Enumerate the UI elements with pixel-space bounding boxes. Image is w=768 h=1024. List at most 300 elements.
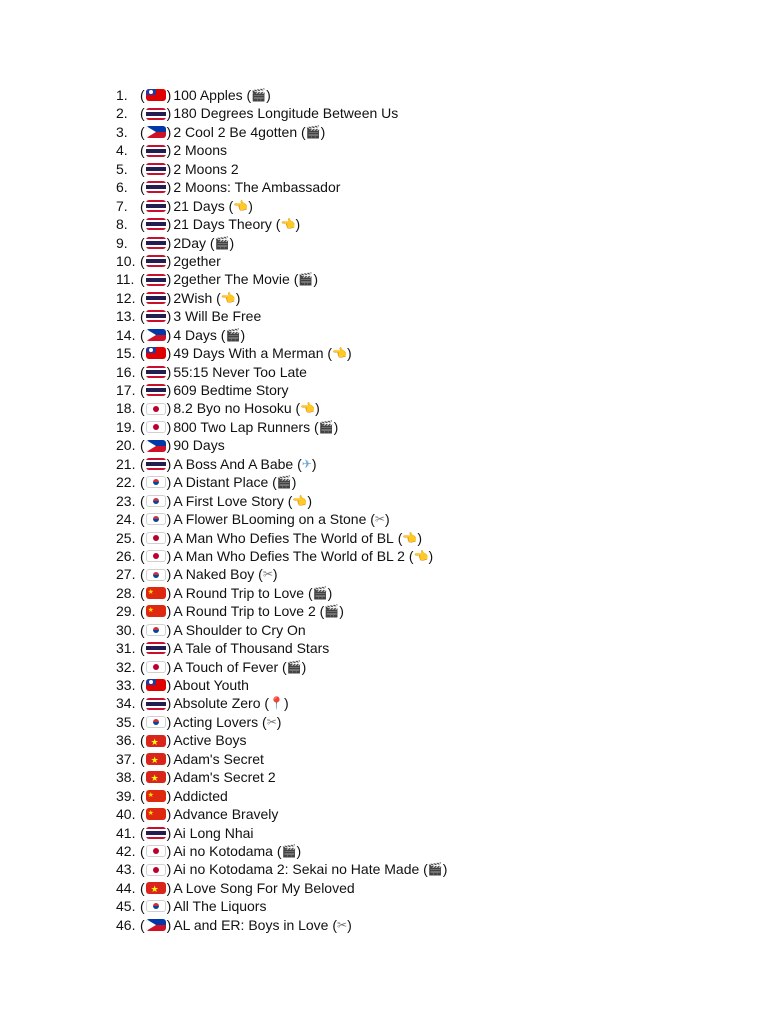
item-number: 37. xyxy=(116,750,136,767)
item-title: A Round Trip to Love 2 xyxy=(173,603,316,620)
item-title: 2 Cool 2 Be 4gotten xyxy=(173,123,298,140)
scissors-icon: ✂ xyxy=(337,917,348,932)
clapperboard-icon: 🎬 xyxy=(251,88,267,102)
pointing-hand-icon: 👈 xyxy=(220,290,236,305)
list-item xyxy=(116,768,447,786)
open-paren: ( xyxy=(315,603,325,620)
thailand-flag-icon xyxy=(146,292,166,304)
close-paren: ) xyxy=(166,326,172,343)
taiwan-flag-icon xyxy=(146,347,166,359)
list-item xyxy=(116,234,447,252)
item-number: 4. xyxy=(116,142,128,159)
scissors-icon: ✂ xyxy=(374,512,385,527)
item-title: A Love Song For My Beloved xyxy=(173,879,355,896)
clapperboard-icon: 🎬 xyxy=(318,419,334,434)
list-item xyxy=(116,897,447,915)
list-item xyxy=(116,270,447,288)
japan-flag-icon xyxy=(146,403,166,415)
open-paren: ( xyxy=(140,179,145,196)
item-number: 29. xyxy=(116,603,136,620)
item-number: 36. xyxy=(116,732,136,749)
clapperboard-icon: 🎬 xyxy=(427,862,443,877)
item-number: 25. xyxy=(116,529,136,546)
close-paren: ) xyxy=(339,603,344,620)
open-paren: ( xyxy=(140,252,145,269)
open-paren: ( xyxy=(140,216,145,233)
close-paren: ) xyxy=(166,234,172,251)
open-paren: ( xyxy=(140,713,145,730)
clapperboard-icon: 🎬 xyxy=(214,235,230,250)
item-title: Acting Lovers xyxy=(173,713,259,730)
list-item xyxy=(116,418,447,436)
list-item xyxy=(116,658,447,676)
open-paren: ( xyxy=(419,861,428,878)
item-title: A Round Trip to Love xyxy=(173,584,305,601)
item-title: 2gether The Movie xyxy=(173,271,290,288)
clapperboard-icon: 🎬 xyxy=(276,475,292,490)
list-item xyxy=(116,399,447,417)
thailand-flag-icon xyxy=(146,145,166,157)
item-title: All The Liquors xyxy=(173,898,267,915)
list-item xyxy=(116,750,447,768)
item-number: 27. xyxy=(116,566,136,583)
item-title: 180 Degrees Longitude Between Us xyxy=(173,105,399,122)
thailand-flag-icon xyxy=(146,698,166,710)
close-paren: ) xyxy=(166,640,172,657)
philippines-flag-icon xyxy=(146,440,166,452)
philippines-flag-icon xyxy=(146,126,166,138)
item-title: 21 Days Theory xyxy=(173,216,272,233)
close-paren: ) xyxy=(166,289,172,306)
thailand-flag-icon xyxy=(146,642,166,654)
close-paren: ) xyxy=(166,879,172,896)
open-paren: ( xyxy=(140,916,145,933)
list-item xyxy=(116,197,447,215)
south-korea-flag-icon xyxy=(146,716,166,728)
list-item xyxy=(116,455,447,473)
vietnam-flag-icon xyxy=(146,735,166,747)
item-number: 5. xyxy=(116,160,128,177)
open-paren: ( xyxy=(140,437,145,454)
list-item xyxy=(116,344,447,362)
china-flag-icon xyxy=(146,790,166,802)
item-title: 2Day xyxy=(173,234,207,251)
item-title: 2gether xyxy=(173,252,221,269)
open-paren: ( xyxy=(242,87,252,103)
philippines-flag-icon xyxy=(146,919,166,931)
item-number: 3. xyxy=(116,123,128,140)
open-paren: ( xyxy=(260,695,270,712)
close-paren: ) xyxy=(166,492,172,509)
japan-flag-icon xyxy=(146,550,166,562)
clapperboard-icon: 🎬 xyxy=(225,327,241,342)
thailand-flag-icon xyxy=(146,200,166,212)
item-title: A First Love Story xyxy=(173,492,284,509)
item-number: 15. xyxy=(116,345,136,362)
list-item xyxy=(116,436,447,454)
open-paren: ( xyxy=(328,916,338,933)
japan-flag-icon xyxy=(146,661,166,673)
close-paren: ) xyxy=(166,529,172,546)
open-paren: ( xyxy=(278,658,287,675)
item-title: Absolute Zero xyxy=(173,695,261,712)
south-korea-flag-icon xyxy=(146,569,166,581)
item-title: A Boss And A Babe xyxy=(173,455,294,472)
close-paren: ) xyxy=(166,271,172,288)
open-paren: ( xyxy=(140,345,145,362)
open-paren: ( xyxy=(323,345,333,362)
open-paren: ( xyxy=(140,529,145,546)
clapperboard-icon: 🎬 xyxy=(324,604,340,619)
close-paren: ) xyxy=(166,658,172,675)
item-title: AL and ER: Boys in Love xyxy=(173,916,329,933)
open-paren: ( xyxy=(140,326,145,343)
list-item xyxy=(116,824,447,842)
list-item xyxy=(116,842,447,860)
open-paren: ( xyxy=(297,123,306,140)
item-number: 20. xyxy=(116,437,136,454)
close-paren: ) xyxy=(166,898,172,915)
pointing-hand-icon: 👈 xyxy=(402,530,418,545)
item-number: 42. xyxy=(116,842,136,859)
open-paren: ( xyxy=(140,363,145,380)
list-item xyxy=(116,492,447,510)
item-number: 31. xyxy=(116,640,136,657)
open-paren: ( xyxy=(212,289,221,306)
taiwan-flag-icon xyxy=(146,89,166,101)
item-title: Ai no Kotodama xyxy=(173,842,273,859)
close-paren: ) xyxy=(166,252,172,269)
item-title: Advance Bravely xyxy=(173,806,279,823)
open-paren: ( xyxy=(140,234,145,251)
close-paren: ) xyxy=(166,824,172,841)
list-item xyxy=(116,879,447,897)
list-item xyxy=(116,565,447,583)
open-paren: ( xyxy=(393,529,403,546)
close-paren: ) xyxy=(166,197,172,214)
item-title: 90 Days xyxy=(173,437,225,454)
item-title: A Distant Place xyxy=(173,474,269,491)
item-title: A Tale of Thousand Stars xyxy=(173,640,330,657)
south-korea-flag-icon xyxy=(146,624,166,636)
open-paren: ( xyxy=(254,566,263,583)
title-list xyxy=(116,86,447,934)
open-paren: ( xyxy=(140,271,145,288)
list-item xyxy=(116,621,447,639)
item-title: 2 Moons xyxy=(173,142,228,159)
close-paren: ) xyxy=(166,769,172,786)
close-paren: ) xyxy=(166,547,172,564)
scissors-icon: ✂ xyxy=(266,714,277,729)
thailand-flag-icon xyxy=(146,255,166,267)
close-paren: ) xyxy=(166,750,172,767)
open-paren: ( xyxy=(268,474,277,491)
south-korea-flag-icon xyxy=(146,513,166,525)
open-paren: ( xyxy=(310,418,319,435)
pin-icon: 📍 xyxy=(269,696,285,711)
open-paren: ( xyxy=(140,640,145,657)
thailand-flag-icon xyxy=(146,218,166,230)
thailand-flag-icon xyxy=(146,108,166,120)
item-title: 609 Bedtime Story xyxy=(173,382,289,398)
close-paren: ) xyxy=(166,511,172,528)
item-number: 2. xyxy=(116,105,128,122)
clapperboard-icon: 🎬 xyxy=(305,124,321,139)
open-paren: ( xyxy=(140,308,145,325)
item-number: 16. xyxy=(116,363,136,380)
close-paren: ) xyxy=(166,142,172,159)
pointing-hand-icon: 👈 xyxy=(280,217,296,232)
close-paren: ) xyxy=(166,455,172,472)
list-item xyxy=(116,584,447,602)
close-paren: ) xyxy=(166,603,172,620)
list-item xyxy=(116,787,447,805)
open-paren: ( xyxy=(304,584,313,601)
open-paren: ( xyxy=(140,511,145,528)
item-number: 18. xyxy=(116,400,136,417)
close-paren: ) xyxy=(166,861,172,878)
list-item xyxy=(116,307,447,325)
airplane-icon: ✈ xyxy=(301,456,312,471)
item-title: 2 Moons: The Ambassador xyxy=(173,179,341,196)
open-paren: ( xyxy=(140,123,145,140)
item-number: 35. xyxy=(116,713,136,730)
item-number: 23. xyxy=(116,492,136,509)
close-paren: ) xyxy=(166,677,172,693)
open-paren: ( xyxy=(140,658,145,675)
open-paren: ( xyxy=(291,400,301,417)
scissors-icon: ✂ xyxy=(262,567,273,582)
item-title: 100 Apples xyxy=(173,87,243,103)
close-paren: ) xyxy=(166,123,172,140)
open-paren: ( xyxy=(140,566,145,583)
clapperboard-icon: 🎬 xyxy=(298,272,314,287)
item-number: 46. xyxy=(116,916,136,933)
close-paren: ) xyxy=(166,308,172,325)
open-paren: ( xyxy=(140,160,145,177)
close-paren: ) xyxy=(442,861,448,878)
list-item xyxy=(116,639,447,657)
open-paren: ( xyxy=(140,750,145,767)
close-paren: ) xyxy=(166,732,172,749)
open-paren: ( xyxy=(366,511,375,528)
list-item xyxy=(116,326,447,344)
list-item xyxy=(116,252,447,270)
close-paren: ) xyxy=(307,492,313,509)
japan-flag-icon xyxy=(146,532,166,544)
open-paren: ( xyxy=(140,806,145,823)
thailand-flag-icon xyxy=(146,384,166,396)
close-paren: ) xyxy=(315,400,320,417)
close-paren: ) xyxy=(291,474,297,491)
item-number: 34. xyxy=(116,695,136,712)
open-paren: ( xyxy=(293,455,302,472)
china-flag-icon xyxy=(146,587,166,599)
list-item xyxy=(116,215,447,233)
item-number: 24. xyxy=(116,511,136,528)
south-korea-flag-icon xyxy=(146,476,166,488)
list-item xyxy=(116,713,447,731)
open-paren: ( xyxy=(140,603,145,620)
item-title: Adam's Secret xyxy=(173,750,264,767)
open-paren: ( xyxy=(140,621,145,638)
item-title: 2Wish xyxy=(173,289,213,306)
close-paren: ) xyxy=(296,842,302,859)
item-title: A Naked Boy xyxy=(173,566,255,583)
item-number: 26. xyxy=(116,547,136,564)
philippines-flag-icon xyxy=(146,329,166,341)
close-paren: ) xyxy=(229,234,235,251)
item-number: 28. xyxy=(116,584,136,601)
close-paren: ) xyxy=(240,326,246,343)
japan-flag-icon xyxy=(146,421,166,433)
close-paren: ) xyxy=(301,658,307,675)
list-item xyxy=(116,104,447,122)
close-paren: ) xyxy=(166,437,172,454)
open-paren: ( xyxy=(140,105,145,122)
list-item xyxy=(116,529,447,547)
item-number: 14. xyxy=(116,326,136,343)
close-paren: ) xyxy=(166,474,172,491)
close-paren: ) xyxy=(166,806,172,823)
list-item xyxy=(116,731,447,749)
close-paren: ) xyxy=(320,123,326,140)
item-number: 45. xyxy=(116,898,136,915)
item-number: 44. xyxy=(116,879,136,896)
list-item xyxy=(116,510,447,528)
list-item xyxy=(116,123,447,141)
close-paren: ) xyxy=(166,713,172,730)
list-item xyxy=(116,141,447,159)
open-paren: ( xyxy=(140,787,145,804)
south-korea-flag-icon xyxy=(146,495,166,507)
list-item xyxy=(116,289,447,307)
item-title: Adam's Secret 2 xyxy=(173,769,276,786)
open-paren: ( xyxy=(289,271,299,288)
item-number: 39. xyxy=(116,787,136,804)
thailand-flag-icon xyxy=(146,827,166,839)
close-paren: ) xyxy=(428,547,434,564)
item-number: 10. xyxy=(116,252,136,269)
open-paren: ( xyxy=(140,898,145,915)
list-item xyxy=(116,860,447,878)
item-number: 40. xyxy=(116,806,136,823)
close-paren: ) xyxy=(166,87,172,103)
close-paren: ) xyxy=(166,363,172,380)
pointing-hand-icon: 👈 xyxy=(300,401,316,416)
close-paren: ) xyxy=(333,418,339,435)
item-title: 49 Days With a Merman xyxy=(173,345,324,362)
item-title: A Touch of Fever xyxy=(173,658,279,675)
item-title: Ai no Kotodama 2: Sekai no Hate Made xyxy=(173,861,420,878)
close-paren: ) xyxy=(166,418,172,435)
thailand-flag-icon xyxy=(146,181,166,193)
close-paren: ) xyxy=(347,916,352,933)
close-paren: ) xyxy=(166,621,172,638)
open-paren: ( xyxy=(404,547,414,564)
open-paren: ( xyxy=(140,584,145,601)
open-paren: ( xyxy=(140,382,145,398)
list-item xyxy=(116,178,447,196)
list-item xyxy=(116,547,447,565)
list-item xyxy=(116,676,447,694)
open-paren: ( xyxy=(140,197,145,214)
open-paren: ( xyxy=(258,713,267,730)
thailand-flag-icon xyxy=(146,310,166,322)
open-paren: ( xyxy=(206,234,215,251)
clapperboard-icon: 🎬 xyxy=(281,843,297,858)
item-number: 12. xyxy=(116,289,136,306)
item-title: A Man Who Defies The World of BL 2 xyxy=(173,547,405,564)
list-item xyxy=(116,86,447,104)
close-paren: ) xyxy=(166,787,172,804)
close-paren: ) xyxy=(295,216,301,233)
open-paren: ( xyxy=(140,289,145,306)
item-number: 22. xyxy=(116,474,136,491)
open-paren: ( xyxy=(140,824,145,841)
item-title: 2 Moons 2 xyxy=(173,160,239,177)
close-paren: ) xyxy=(166,382,172,398)
item-number: 41. xyxy=(116,824,136,841)
close-paren: ) xyxy=(311,455,317,472)
open-paren: ( xyxy=(272,842,282,859)
item-title: 4 Days xyxy=(173,326,217,343)
thailand-flag-icon xyxy=(146,163,166,175)
thailand-flag-icon xyxy=(146,237,166,249)
vietnam-flag-icon xyxy=(146,882,166,894)
item-number: 21. xyxy=(116,455,136,472)
item-title: A Shoulder to Cry On xyxy=(173,621,306,638)
open-paren: ( xyxy=(140,492,145,509)
open-paren: ( xyxy=(140,842,145,859)
thailand-flag-icon xyxy=(146,458,166,470)
close-paren: ) xyxy=(166,400,172,417)
open-paren: ( xyxy=(283,492,293,509)
china-flag-icon xyxy=(146,808,166,820)
close-paren: ) xyxy=(166,695,172,712)
close-paren: ) xyxy=(276,713,282,730)
item-title: 55:15 Never Too Late xyxy=(173,363,307,380)
item-number: 11. xyxy=(116,271,135,288)
open-paren: ( xyxy=(140,861,145,878)
item-number: 13. xyxy=(116,308,136,325)
list-item xyxy=(116,381,447,399)
vietnam-flag-icon xyxy=(146,771,166,783)
item-number: 8. xyxy=(116,216,128,233)
close-paren: ) xyxy=(248,197,253,214)
close-paren: ) xyxy=(327,584,333,601)
open-paren: ( xyxy=(271,216,281,233)
vietnam-flag-icon xyxy=(146,753,166,765)
close-paren: ) xyxy=(166,105,172,122)
pointing-hand-icon: 👈 xyxy=(233,198,249,213)
item-title: 3 Will Be Free xyxy=(173,308,262,325)
item-number: 33. xyxy=(116,677,136,693)
open-paren: ( xyxy=(224,197,234,214)
item-number: 9. xyxy=(116,234,128,251)
item-number: 30. xyxy=(116,621,136,638)
close-paren: ) xyxy=(166,345,172,362)
close-paren: ) xyxy=(166,584,172,601)
taiwan-flag-icon xyxy=(146,679,166,691)
close-paren: ) xyxy=(166,179,172,196)
item-title: 8.2 Byo no Hosoku xyxy=(173,400,292,417)
item-number: 19. xyxy=(116,418,136,435)
list-item xyxy=(116,694,447,712)
open-paren: ( xyxy=(140,547,145,564)
close-paren: ) xyxy=(166,916,172,933)
close-paren: ) xyxy=(384,511,390,528)
